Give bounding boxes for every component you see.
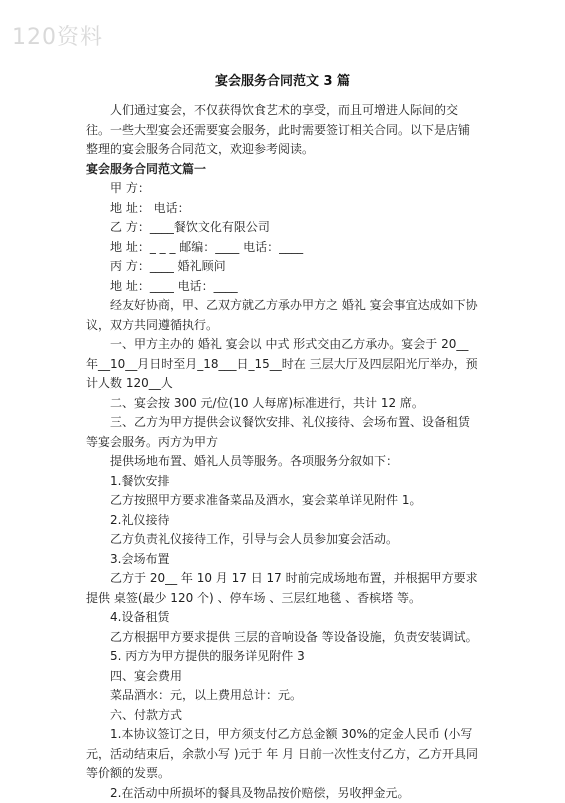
watermark-text: 120资料 <box>12 20 103 51</box>
party-a-address-line: 地 址： 电话： <box>86 199 480 219</box>
payment-1: 1.本协议签订之日，甲方须支付乙方总金额 30%的定金人民币 (小写元，活动结束后，余款小写 )元于 年 月 日前一次性支付乙方，乙方开具同等价额的发票。 <box>86 725 480 784</box>
payment-2: 2.在活动中所损坏的餐具及物品按价赔偿，另收押金元。 <box>86 784 480 803</box>
clause-6-title: 六、付款方式 <box>86 706 480 726</box>
party-c-line: 丙 方：____ 婚礼顾问 <box>86 257 480 277</box>
document-body <box>86 101 480 803</box>
clause-4-title: 四、宴会费用 <box>86 667 480 687</box>
document-title: 宴会服务合同范文 3 篇 <box>0 70 565 89</box>
item-1-text: 乙方按照甲方要求准备菜品及酒水，宴会菜单详见附件 1。 <box>86 491 480 511</box>
item-5: 5. 丙方为甲方提供的服务详见附件 3 <box>86 647 480 667</box>
item-4-text: 乙方根据甲方要求提供 三层的音响设备 等设备设施，负责安装调试。 <box>86 628 480 648</box>
party-a-line: 甲 方： <box>86 179 480 199</box>
clause-2: 二、宴会按 300 元/位(10 人每席)标准进行，共计 12 席。 <box>86 394 480 414</box>
item-4-title: 4.设备租赁 <box>86 608 480 628</box>
item-2-title: 2.礼仪接待 <box>86 511 480 531</box>
clause-1: 一、甲方主办的 婚礼 宴会以 中式 形式交由乙方承办。宴会于 20__ 年__10__月日时至月_18___日_15__时在 三层大厅及四层阳光厅举办，预计人数 120__人 <box>86 335 480 394</box>
party-b-address-line: 地 址：_ _ _ 邮编：____ 电话：____ <box>86 238 480 258</box>
item-1-title: 1.餐饮安排 <box>86 472 480 492</box>
clause-3-continued: 提供场地布置、婚礼人员等服务。各项服务分叙如下： <box>86 452 480 472</box>
party-b-line: 乙 方：____餐饮文化有限公司 <box>86 218 480 238</box>
item-3-text: 乙方于 20__ 年 10 月 17 日 17 时前完成场地布置，并根据甲方要求提供 桌签(最少 120 个) 、停车场 、三层红地毯 、香槟塔 等。 <box>86 569 480 608</box>
item-2-text: 乙方负责礼仪接待工作，引导与会人员参加宴会活动。 <box>86 530 480 550</box>
item-3-title: 3.会场布置 <box>86 550 480 570</box>
clause-3: 三、乙方为甲方提供会议餐饮安排、礼仪接待、会场布置、设备租赁等宴会服务。丙方为甲方 <box>86 413 480 452</box>
agreement-paragraph: 经友好协商，甲、乙双方就乙方承办甲方之 婚礼 宴会事宜达成如下协议，双方共同遵循执行。 <box>86 296 480 335</box>
party-c-address-line: 地 址：____ 电话：____ <box>86 277 480 297</box>
clause-4-text: 菜品酒水：元，以上费用总计：元。 <box>86 686 480 706</box>
intro-paragraph: 人们通过宴会，不仅获得饮食艺术的享受，而且可增进人际间的交往。一些大型宴会还需要宴会服务，此时需要签订相关合同。以下是店铺整理的宴会服务合同范文，欢迎参考阅读。 <box>86 101 480 160</box>
section-heading: 宴会服务合同范文篇一 <box>86 160 480 180</box>
